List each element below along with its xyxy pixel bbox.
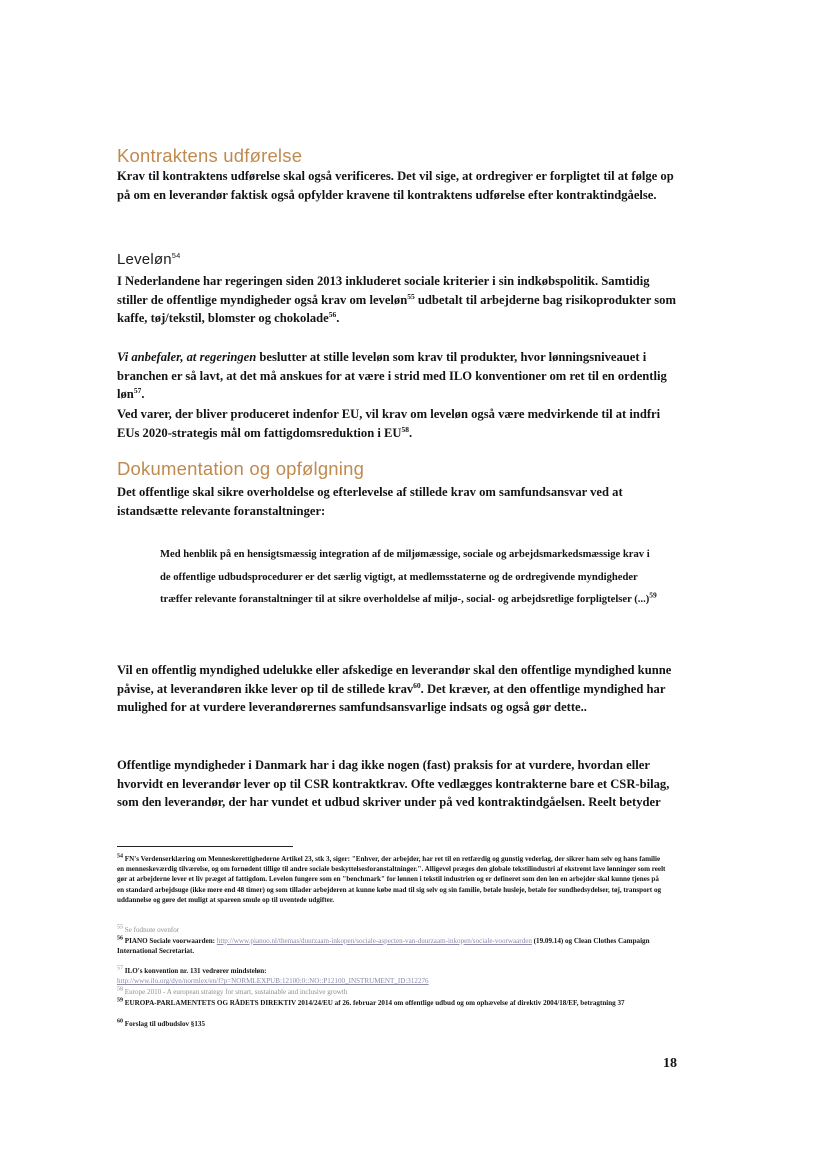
footnote-number: 59 — [117, 997, 123, 1004]
footnote-number: 55 — [117, 924, 123, 931]
footnote-ref-55: 55 — [407, 291, 415, 301]
paragraph-kontraktens-udfoerelse: Krav til kontraktens udførelse skal også verificeres. Det vil sige, at ordregiver er forpligtet til at følge op på om en leverandør faktisk også opfylder kravene til kontraktens udførelse efter kontraktindgåelse. — [117, 169, 674, 202]
emphasis-text: Vi anbefaler, at regeringen — [117, 350, 257, 364]
footnote-ref-60: 60 — [413, 680, 421, 690]
footnote-58 — [117, 987, 667, 997]
paragraph-text: I Nederlandene har regeringen siden 2013 inkluderet sociale kriterier i sin indkøbspolitik. Samtidig stiller de offentlige myndigheder også krav om leveløn — [117, 274, 650, 307]
quote-text: Med henblik på en hensigtsmæssig integration af de miljømæssige, sociale og arbejdsmarkedsmæssige krav i de offentlige udbudsprocedurer er det særlig vigtigt, at medlemsstaterne og de ordregivende myndigheder træffer relevante foranstaltninger til at sikre overholdelse af miljø-, social- og arbejdsretlige forpligtelser (...) — [160, 549, 650, 605]
footnote-text: (19.09.14) og Clean Clothes Campaign International Secretariat. — [117, 937, 650, 956]
footnote-number: 60 — [117, 1018, 123, 1025]
paragraph-text: Ved varer, der bliver produceret indenfor EU, vil krav om leveløn også være medvirkende til at indfri EUs 2020-strategis mål om fattigdomsreduktion i EU — [117, 407, 661, 440]
footnote-link[interactable]: http://www.pianoo.nl/themas/duurzaam-inkopen/sociale-aspecten-van-duurzaam-inkopen/sociale-voorwaarden — [216, 937, 532, 945]
paragraph-praksis: Offentlige myndigheder i Danmark har i dag ikke nogen (fast) praksis for at vurdere, hvordan eller hvorvidt en leverandør lever op til CSR kontraktkrav. Ofte vedlægges kontrakterne bare et CSR-bilag, som den leverandør, der har vundet et udbud skriver under på ved kontraktindgåelsen. Reelt betyder — [117, 758, 670, 810]
footnote-text: Forslag til udbudslov §135 — [124, 1020, 205, 1028]
footnote-54 — [117, 854, 667, 905]
footnote-text: EUROPA-PARLAMENTETS OG RÅDETS DIREKTIV 2014/24/EU af 26. februar 2014 om offentlige udbud og om ophævelse af direktiv 2004/18/EF, betragtning 37 — [124, 999, 625, 1007]
paragraph-udelukke — [117, 661, 677, 717]
footnote-ref-57: 57 — [133, 386, 142, 395]
paragraph-anbefaling — [117, 348, 677, 404]
footnote-ref-58: 58 — [401, 424, 410, 434]
footnote-text: Europe 2010 - A european strategy for smart, sustainable and inclusive growth — [124, 988, 348, 996]
paragraph-text: . — [409, 425, 413, 440]
paragraph-text: . — [336, 311, 340, 326]
paragraph-dokumentation-intro: Det offentlige skal sikre overholdelse og efterlevelse af stillede krav om samfundsansvar ved at istandsætte relevante foranstaltninger: — [117, 485, 623, 518]
footnote-number: 56 — [117, 935, 123, 942]
footnote-number: 54 — [117, 853, 123, 860]
footnote-59 — [117, 998, 667, 1008]
page-number: 18 — [663, 1056, 677, 1071]
footnote-divider — [117, 846, 293, 847]
footnote-text: ILO's konvention nr. 131 vedrører mindsteløn: — [124, 967, 267, 975]
footnote-60 — [117, 1019, 667, 1029]
section-heading-leveloen — [117, 251, 181, 268]
footnote-ref-59: 59 — [649, 590, 657, 600]
footnote-text: FN's Verdenserklæring om Menneskerettighederne Artikel 23, stk 3, siger: "Enhver, der arbejder, har ret til en retfærdig og gunstig vederlag, der sikrer ham selv og hans familie en menneskeværdig tilværelse, og om fornødent tillige til andre sociale beskyttelsesforanstaltninger.". Alligevel præges den globale tekstilindustri af ekstremt lave lønninger som reelt gør at arbejderne lever et liv præget af fattigdom. Levelon fungere som en "benchmark" for lønnen i tekstil industrien og er defineret som den løn en arbejder skal kunne tjenes på en standard arbejdsuge (ikke mere end 48 timer) og som tillader arbejderen at kunne købe mad til sig selv og sin familie, betale husleje, betale for sundhedsydelser, tøj, transport og uddannelse og gøre det muligt at spareen smule op til uventede udgifter. — [117, 855, 666, 904]
section-heading-kontraktens-udfoerelse: Kontraktens udførelse — [117, 145, 303, 166]
paragraph-text: . — [141, 387, 145, 402]
footnote-57 — [117, 966, 667, 986]
footnote-ref-56: 56 — [328, 310, 337, 319]
section-heading-leveloen-text: Leveløn — [117, 251, 172, 268]
paragraph-text: . Det kræver, at den offentlige myndighed har mulighed for at vurdere leverandørernes samfundsansvarlige indsats og også gør dette.. — [117, 681, 666, 715]
paragraph-text: udbetalt til arbejderne bag risikoprodukter som kaffe, tøj/tekstil, blomster og chokolade — [117, 292, 676, 326]
footnote-56 — [117, 936, 667, 956]
paragraph-nederlandene — [117, 272, 677, 328]
paragraph-text: beslutter at stille leveløn som krav til produkter, hvor lønningsniveauet i branchen er så lavt, at det må anskues for at være i strid med ILO konventioner om ret til en ordentlig løn — [117, 350, 667, 402]
paragraph-text: Vil en offentlig myndighed udelukke eller afskedige en leverandør skal den offentlige myndighed kunne påvise, at leverandøren ikke lever op til de stillede krav — [117, 663, 672, 696]
footnote-ref-54: 54 — [171, 251, 181, 260]
paragraph-eu-varer — [117, 405, 677, 442]
footnote-55 — [117, 925, 667, 935]
footnote-link[interactable]: http://www.ilo.org/dyn/normlex/en/f?p=NORMLEXPUB:12100:0::NO::P12100_INSTRUMENT_ID:312276 — [117, 977, 429, 986]
block-quote — [160, 544, 660, 612]
footnote-number: 58 — [117, 986, 123, 993]
footnote-text: Se fodnote ovenfor — [124, 926, 180, 934]
footnote-number: 57 — [117, 965, 123, 972]
footnote-text: PIANO Sociale voorwaarden: — [124, 937, 217, 945]
section-heading-dokumentation: Dokumentation og opfølgning — [117, 458, 365, 479]
